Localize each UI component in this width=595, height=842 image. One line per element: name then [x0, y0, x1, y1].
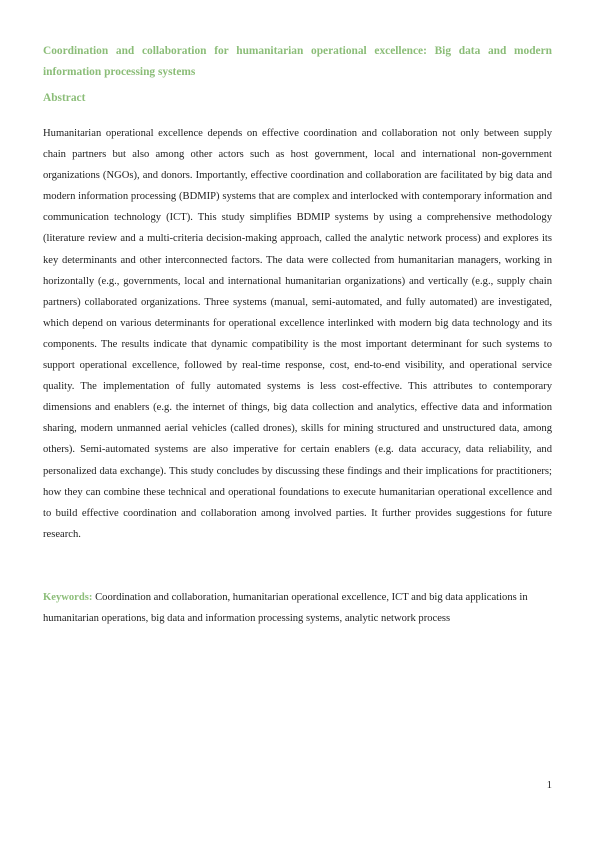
page-number: 1: [546, 780, 552, 791]
abstract-body: Humanitarian operational excellence depends on effective coordination and collaboration not only between supply chain partners but also among other actors such as host government, local and international non-government organizations (NGOs), and donors. Importantly, effective coordination and collaboration are facilitated by big data and modern information processing (BDMIP) systems that are complex and interlocked with contemporary information and communication technology (ICT). This study simplifies BDMIP systems by using a comprehensive methodology (literature review and a multi-criteria decision-making approach, called the analytic network process) and explores its key determinants and other interconnected factors. The data were collected from humanitarian managers, working in horizontally (e.g., governments, local and international humanitarian organizations) and vertically (e.g., supply chain partners) collaborated organizations. Three systems (manual, semi-automated, and fully automated) are investigated, which depend on various determinants for operational excellence interlinked with modern big data technology and its components. The results indicate that dynamic compatibility is the most important determinant for such systems to support operational excellence, followed by real-time response, cost, end-to-end visibility, and operational service quality. The implementation of fully automated systems is less cost-effective. This attributes to contemporary dimensions and enablers (e.g. the internet of things, big data collection and analytics, effective data and information sharing, modern unmanned aerial vehicles (called drones), skills for mining structured and unstructured data, among others). Semi-automated systems are also imperative for certain enablers (e.g. data accuracy, data reliability, and personalized data exchange). This study concludes by discussing these findings and their implications for practitioners; how they can combine these technical and operational foundations to execute humanitarian operational excellence and to build effective coordination and collaboration among involved parties. It further provides suggestions for future research.: [43, 128, 552, 540]
keywords-paragraph: [43, 587, 552, 629]
keywords-label: Keywords:: [43, 592, 93, 603]
keywords-text: Coordination and collaboration, humanitarian operational excellence, ICT and big data applications in humanitarian operations, big data and information processing systems, analytic network process: [43, 592, 528, 624]
abstract-heading: Abstract: [43, 92, 86, 104]
paper-title: Coordination and collaboration for humanitarian operational excellence: Big data and modern information processing systems: [43, 45, 552, 78]
